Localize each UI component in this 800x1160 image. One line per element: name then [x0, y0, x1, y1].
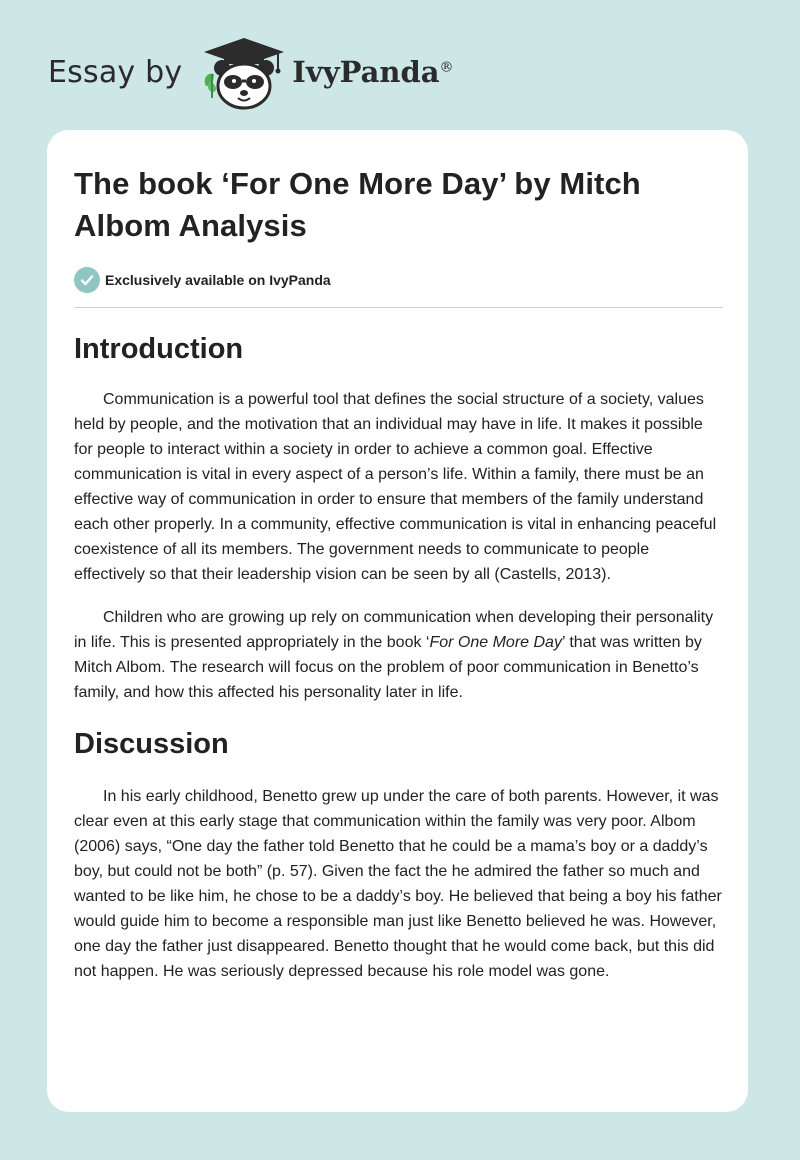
ivypanda-logo-text[interactable] [292, 55, 453, 89]
page-title: The book ‘For One More Day’ by Mitch Albom Analysis [74, 166, 641, 243]
exclusive-badge-label: Exclusively available on IvyPanda [105, 272, 331, 288]
site-header [48, 34, 454, 110]
essay-card [47, 130, 748, 1112]
brand-name: IvyPanda [292, 55, 440, 89]
divider [74, 307, 723, 308]
check-icon [74, 267, 100, 293]
panda-graduate-icon [200, 34, 288, 110]
paragraph-text: Children who are growing up rely on communication when developing their personality in life. This is presented appropriately in the book ‘ [74, 609, 714, 651]
book-title-italic: For One More Day [429, 634, 562, 651]
paragraph-text: ’ that was written by Mitch Albom. The research will focus on the problem of poor communication in Benetto’s family, and how this affected his personality later in life. [74, 634, 702, 701]
registered-mark: ® [439, 59, 454, 76]
section-heading-introduction: Introduction [74, 333, 244, 365]
section-heading-discussion: Discussion [74, 728, 229, 760]
paragraph: Communication is a powerful tool that defines the social structure of a society, values held by people, and the motivation that an individual may have in life. It makes it possible for people to interact within a society in order to achieve a common goal. Effective communication is vital in every aspect of a person’s life. Within a family, there must be an effective way of communication in order to ensure that members of the family understand each other properly. In a community, effective communication is vital in enhancing peaceful coexistence of all its members. The government needs to communicate to people effectively so that their leadership vision can be seen by all (Castells, 2013). [74, 391, 717, 583]
essay-by-label: Essay by [48, 54, 183, 90]
paragraph: In his early childhood, Benetto grew up under the care of both parents. However, it was clear even at this early stage that communication within the family was very poor. Albom (2006) says, “One day the father told Benetto that he could be a mama’s boy or a daddy’s boy, but could not be both” (p. 57). Given the fact the he admired the father so much and wanted to be like him, he chose to be a daddy’s boy. He believed that being a boy his father would guide him to become a responsible man just like Benetto believed he was. However, one day the father just disappeared. Benetto thought that he would come back, but this did not happen. He was seriously depressed because his role model was gone. [74, 788, 722, 980]
exclusive-badge [74, 267, 722, 293]
paragraph [74, 605, 723, 705]
